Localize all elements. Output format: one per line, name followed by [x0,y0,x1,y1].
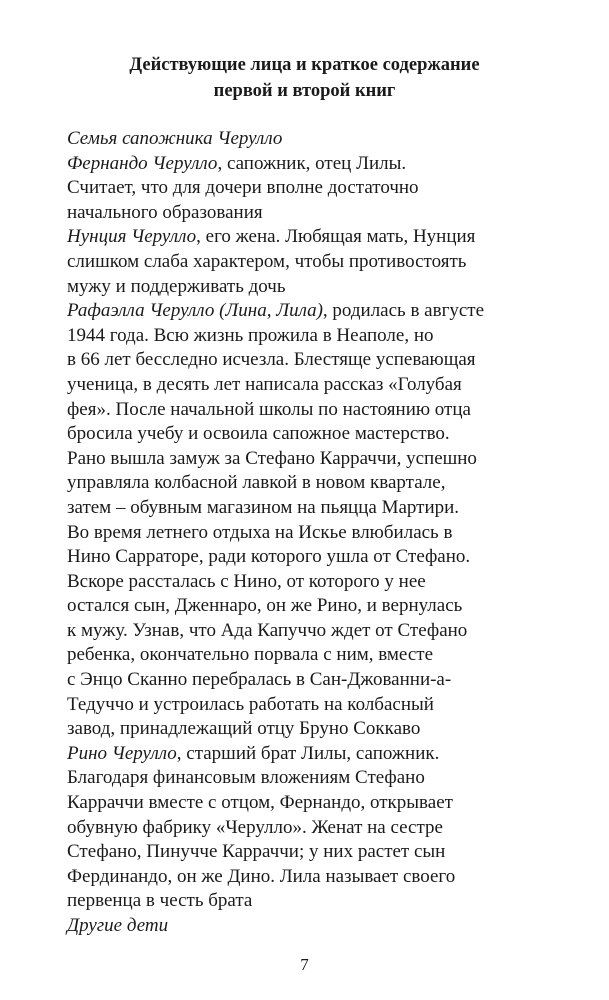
text-line: к мужу. Узнав, что Ада Капуччо ждет от Стефано [67,619,468,641]
text-line: Стефано, Пинучче Карраччи; у них растет сын [67,841,446,863]
character-name: Рино Черулло [67,742,177,764]
character-name: Фернандо Черулло [67,152,218,174]
text-line: остался сын, Дженнаро, он же Рино, и вернулась [67,595,463,617]
text-line: Карраччи вместе с отцом, Фернандо, открывает [67,792,453,814]
text-line: бросила учебу и освоила сапожное мастерство. [67,423,450,445]
text-line: ребенка, окончательно порвала с ним, вместе [67,644,434,666]
text-line: Рано вышла замуж за Стефано Карраччи, успешно [67,447,477,469]
text-line: с Энцо Сканно перебралась в Сан-Джованни-а- [67,669,452,691]
character-name: Рафаэлла Черулло (Лина, Лила) [67,300,323,322]
text-line: первенца в честь брата [67,890,253,912]
entry-text: , старший брат Лилы, сапожник. [176,742,440,764]
text-line: затем – обувным магазином на пьяцца Мартири. [67,496,460,518]
heading-line-2: первой и второй книг [213,81,396,101]
text-line: Вскоре рассталась с Нино, от которого у нее [67,570,426,592]
text-line: обувную фабрику «Черулло». Женат на сестре [67,816,443,838]
text-line: слишком слаба характером, чтобы противостоять [67,250,467,272]
text-line: в 66 лет бесследно исчезла. Блестяще успевающая [67,349,476,371]
text-line: управляла колбасной лавкой в новом квартале, [67,472,446,494]
entry-text: , сапожник, отец Лилы. [217,152,407,174]
entry-text: , его жена. Любящая мать, Нунция [196,226,476,248]
text-line: мужу и поддерживать дочь [67,275,286,297]
text-line: Во время летнего отдыха на Искье влюбилась в [67,521,453,543]
section-title: Семья сапожника Черулло [67,128,283,149]
entry-rino-first-line [67,742,567,767]
body-text [67,127,567,939]
text-line: начального образования [67,201,263,223]
page-number: 7 [300,955,309,974]
text-line: Благодаря финансовым вложениям Стефано [67,767,425,789]
page-heading [0,52,609,104]
entry-fernando-first-line [67,152,567,177]
character-name: Нунция Черулло [67,226,197,248]
text-line: завод, принадлежащий отцу Бруно Соккаво [67,718,421,740]
text-line: Тедуччо и устроилась работать на колбасный [67,693,434,715]
text-line: ученица, в десять лет написала рассказ «Голубая [67,373,462,395]
heading-line-1: Действующие лица и краткое содержание [129,55,480,75]
entry-nunzia-first-line [67,225,567,250]
text-line: Фердинандо, он же Дино. Лила называет своего [67,865,456,887]
entry-text: , родилась в августе [322,300,485,322]
text-line: Считает, что для дочери вполне достаточно [67,177,419,199]
other-children-heading: Другие дети [67,915,169,936]
entry-raffaella-first-line [67,299,567,324]
text-line: фея». После начальной школы по настоянию отца [67,398,471,420]
text-line: Нино Сарраторе, ради которого ушла от Стефано. [67,546,471,568]
text-line: 1944 года. Всю жизнь прожила в Неаполе, но [67,324,434,346]
